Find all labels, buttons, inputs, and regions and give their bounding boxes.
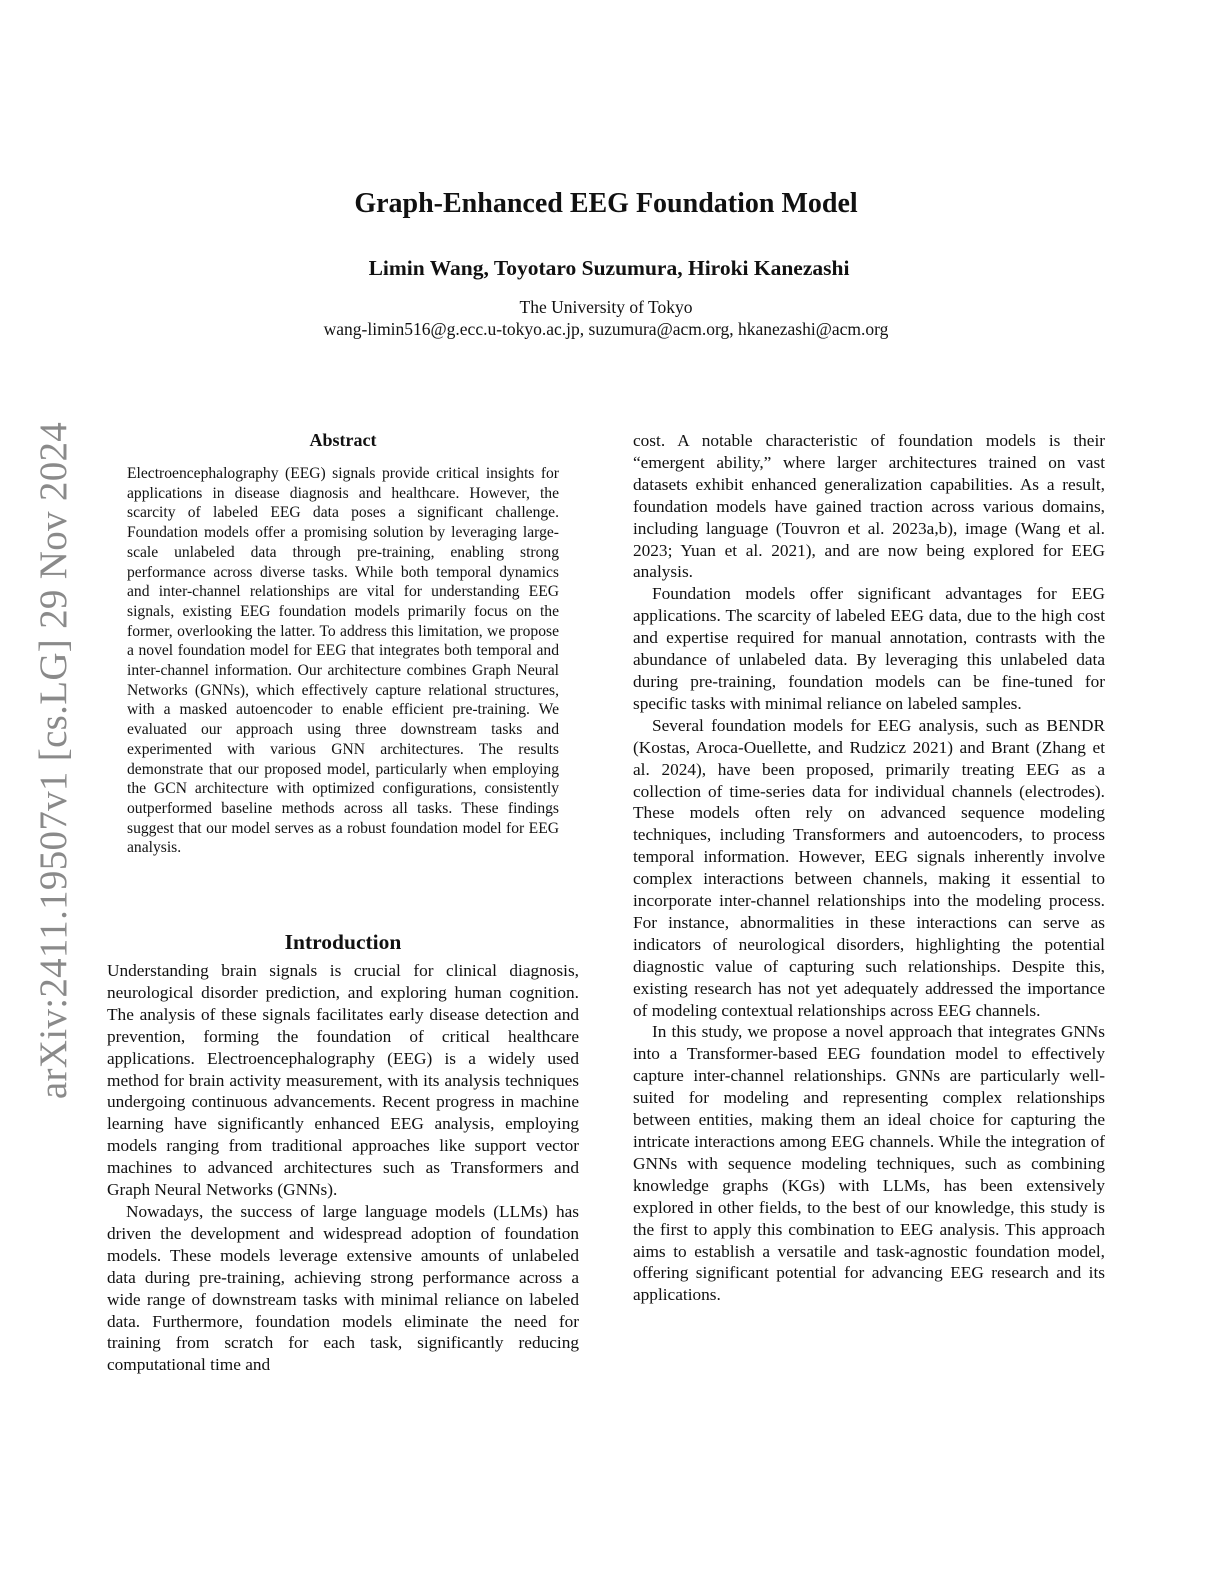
abstract-heading: Abstract: [309, 430, 377, 450]
author-emails: wang-limin516@g.ecc.u-tokyo.ac.jp, suzumura@acm.org, hkanezashi@acm.org: [323, 319, 889, 339]
abstract-text: Electroencephalography (EEG) signals provide critical insights for applications in disease diagnosis and healthcare. However, the scarcity of labeled EEG data poses a significant challenge. Foundation models offer a promising solution by leveraging large-scale unlabeled data through pre-training, enabling strong performance across diverse tasks. While both temporal dynamics and inter-channel relationships are vital for understanding EEG signals, existing EEG foundation models primarily focus on the former, overlooking the latter. To address this limitation, we propose a novel foundation model for EEG that integrates both temporal and inter-channel information. Our architecture combines Graph Neural Networks (GNNs), which effectively capture relational structures, with a masked autoencoder to enable efficient pre-training. We evaluated our approach using three downstream tasks and experimented with various GNN architectures. The results demonstrate that our proposed model, particularly when employing the GCN architecture with optimized configurations, consistently outperformed baseline methods across all tasks. These findings suggest that our model serves as a robust foundation model for EEG analysis.: [127, 465, 559, 857]
intro-paragraph-3: Foundation models offer significant advantages for EEG applications. The scarcity of labeled EEG data, due to the high cost and expertise required for manual annotation, contrasts with the abundance of unlabeled data. By leveraging this unlabeled data during pre-training, foundation models can be fine-tuned for specific tasks with minimal reliance on labeled samples.: [633, 584, 1105, 713]
introduction-heading: Introduction: [284, 930, 402, 954]
right-column: [633, 430, 1105, 1306]
abstract-body: [127, 464, 559, 858]
intro-paragraph-5: In this study, we propose a novel approach that integrates GNNs into a Transformer-based EEG foundation model to effectively capture inter-channel relationships. GNNs are particularly well-suited for modeling and representing complex relationships between entities, making them an ideal choice for capturing the intricate interactions among EEG channels. While the integration of GNNs with sequence modeling techniques, such as combining knowledge graphs (KGs) with LLMs, has been extensively explored in other fields, to the best of our knowledge, this study is the first to apply this combination to EEG analysis. This approach aims to establish a versatile and task-agnostic foundation model, offering significant potential for advancing EEG research and its applications.: [633, 1022, 1105, 1305]
affiliation: The University of Tokyo: [519, 297, 693, 317]
arxiv-identifier: [32, 410, 76, 1110]
intro-paragraph-2: Nowadays, the success of large language models (LLMs) has driven the development and widespread adoption of foundation models. These models leverage extensive amounts of unlabeled data during pre-training, achieving strong performance across a wide range of downstream tasks with minimal reliance on labeled data. Furthermore, foundation models eliminate the need for training from scratch for each task, significantly reducing computational time and: [107, 1201, 579, 1375]
arxiv-identifier-text: arXiv:2411.19507v1 [cs.LG] 29 Nov 2024: [32, 421, 76, 1099]
paper-title: Graph-Enhanced EEG Foundation Model: [354, 188, 858, 219]
intro-paragraph-4: Several foundation models for EEG analysis, such as BENDR (Kostas, Aroca-Ouellette, and Rudzicz 2021) and Brant (Zhang et al. 2024), have been proposed, primarily treating EEG as a collection of time-series data for individual channels (electrodes). These models often rely on advanced sequence modeling techniques, including Transformers and autoencoders, to process temporal information. However, EEG signals inherently involve complex interactions between channels, making it essential to incorporate inter-channel relationships into the modeling process. For instance, abnormalities in these interactions can serve as indicators of neurological disorders, highlighting the potential diagnostic value of capturing such relationships. Despite this, existing research has not yet adequately addressed the importance of modeling contextual relationships across EEG channels.: [633, 715, 1105, 1020]
left-column: [107, 960, 579, 1376]
intro-paragraph-1: Understanding brain signals is crucial for clinical diagnosis, neurological disorder prediction, and exploring human cognition. The analysis of these signals facilitates early disease detection and prevention, forming the foundation of critical healthcare applications. Electroencephalography (EEG) is a widely used method for brain activity measurement, with its analysis techniques undergoing continuous advancements. Recent progress in machine learning have significantly enhanced EEG analysis, employing models ranging from traditional approaches like support vector machines to advanced architectures such as Transformers and Graph Neural Networks (GNNs).: [107, 961, 579, 1200]
intro-paragraph-2-continued: cost. A notable characteristic of foundation models is their “emergent ability,” where larger architectures trained on vast datasets exhibit enhanced generalization capabilities. As a result, foundation models have gained traction across various domains, including language (Touvron et al. 2023a,b), image (Wang et al. 2023; Yuan et al. 2021), and are now being explored for EEG analysis.: [633, 431, 1105, 582]
author-list: Limin Wang, Toyotaro Suzumura, Hiroki Kanezashi: [368, 256, 850, 280]
